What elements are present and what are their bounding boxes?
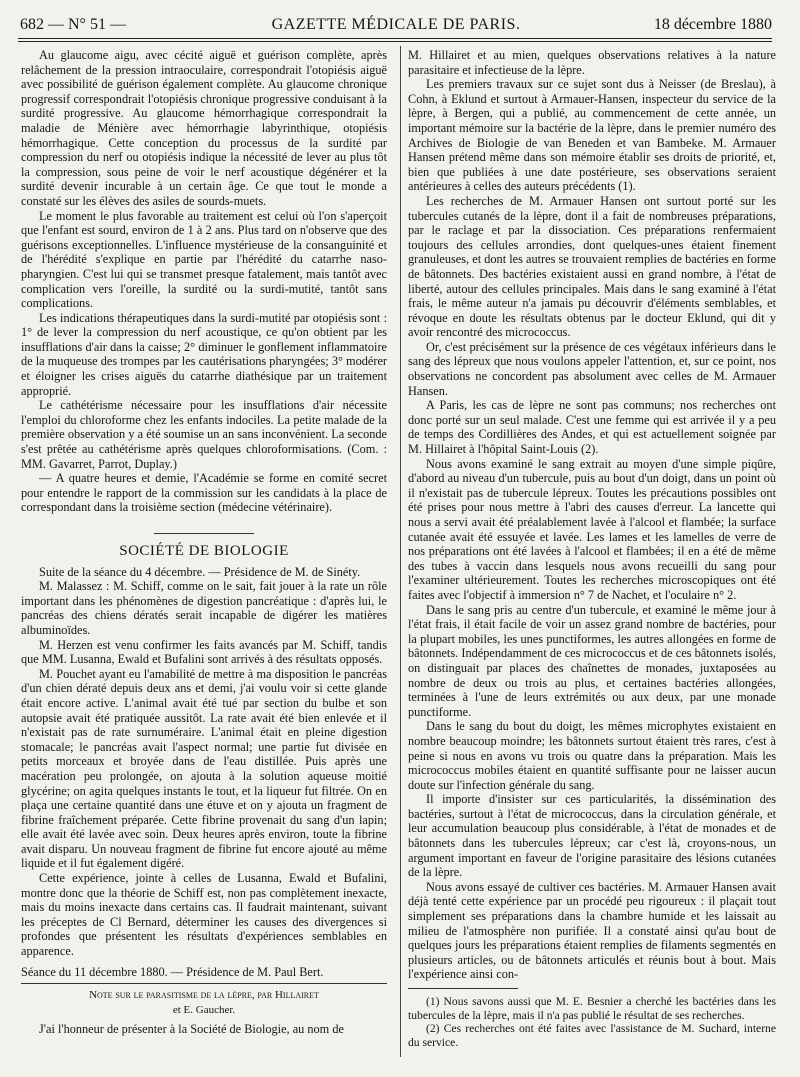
paragraph: M. Hillairet et au mien, quelques observations relatives à la nature parasitaire et infectieuse de la lèpre.	[408, 48, 776, 77]
right-column	[408, 48, 776, 1049]
page-header	[20, 16, 772, 38]
paragraph: Or, c'est précisément sur la présence de ces végétaux inférieurs dans le sang des lépreux que nous voulons appeler l'attention, et, sur ce point, nos observations ne concordent pas absolument avec celles de M. Armauer Hansen.	[408, 339, 776, 398]
paragraph: A Paris, les cas de lèpre ne sont pas communs; nos recherches ont donc porté sur un seul malade. C'est une femme qui est arrivée il y a peu de temps des Cordillières des Andes, et qui est actuellement soignée par M. Hillairet à l'hôpital Saint-Louis (2).	[408, 398, 776, 457]
paragraph: Cette expérience, jointe à celles de Lusanna, Ewald et Bufalini, montre donc que la théorie de Schiff est, non pas complètement inexacte, mais du moins inexacte dans certains cas. Il faudrait maintenant, suivant les préceptes de Cl Bernard, déterminer les causes des divergences si profondes que présentent les résultats d'expériences semblables en apparence.	[21, 871, 387, 959]
paragraph: J'ai l'honneur de présenter à la Société de Biologie, au nom de	[39, 1022, 344, 1037]
paragraph: Nous avons examiné le sang extrait au moyen d'une simple piqûre, d'abord au niveau d'un tubercule, puis au bout d'un doigt, dans un point où il n'existait pas de tubercule lépreux. Toutes les précautions possibles ont été prises pour nous mettre à l'abri des causes d'erreur. La lancette qui nous a servi avait été préalablement lavée à l'alcool et flambée; la surface cutanée avait été essuyée et lavée. Les lames et les lamelles de verre de nos préparations ont été lavées à l'alcool et flambées; il en a été de même des tubes à vaccin dans lesquels nous avons recueilli du sang pour l'examiner ultérieurement. Toutes les recherches microscopiques ont été faites avec l'objectif à immersion n° 7 de Nachet, et l'oculaire n° 2.	[408, 456, 776, 602]
journal-title: GAZETTE MÉDICALE DE PARIS.	[271, 16, 521, 33]
footnotes	[408, 995, 776, 1049]
issue-date: 18 décembre 1880	[653, 16, 772, 33]
header-rule-bottom	[18, 41, 772, 42]
paragraph: — A quatre heures et demie, l'Académie se forme en comité secret pour entendre le rapport de la commission sur les candidats à la place de correspondant dans la troisième section (médecine vétérinaire).	[21, 471, 387, 515]
footnote-rule	[408, 988, 518, 989]
header-rule-top	[18, 38, 772, 39]
footnote: (1) Nous savons aussi que M. E. Besnier a cherché les bactéries dans les tubercules de la lèpre, mais il n'a pas publié le résultat de ses recherches.	[408, 995, 776, 1022]
paragraph: Les recherches de M. Armauer Hansen ont surtout porté sur les tubercules cutanés de la lèpre, dont il a fait de nombreuses préparations, par le raclage et par la dissociation. Ces préparations renfermaient toujours des cellules arrondies, dont quelques-unes étaient finement granuleuses, et dont les autres se trouvaient remplies de bactéries en forme de bâtonnets. Des bactéries existaient aussi en grand nombre, à l'état de liberté, autour des cellules principales. Mais dans le sang examiné à l'état frais, le même auteur n'a jamais pu découvrir d'éléments semblables, et révoque en doute les résultats obtenus par le docteur Eklund, qui dit y avoir rencontré des micrococcus.	[408, 193, 776, 340]
page-number: 682	[20, 16, 44, 33]
paragraph: Les premiers travaux sur ce sujet sont dus à Neisser (de Breslau), à Cohn, à Eklund et surtout à Armauer-Hansen, inspecteur du service de la lèpre, à Bergen, qui a publié, au commencement de cette année, un important mémoire sur la bactérie de la lèpre, dans le premier numéro des Archives de Biologie de van Beneden et van Bambeke. M. Armauer Hansen prétend même dans son mémoire établir ses droits de priorité, et, bien que publiées à une date postérieure, ses observations seraient antérieures à celles des auteurs précédents (1).	[408, 77, 776, 194]
paragraph: Au glaucome aigu, avec cécité aiguë et guérison complète, après relâchement de la pression intraoculaire, correspondrait l'otopiésis aiguë avec possibilité de guérison également complète. Au glaucome chronique progressif correspondrait l'otopiésis chronique progressive conduisant à la surdité progressive. Au glaucome hémorrhagique correspondrait la maladie de Ménière avec hémorrhagie labyrinthique, otopiésis hémorrhagique. Cette conception du processus de la surdité par compression du nerf ou otopiésis indique la nécessité de lever au plus tôt la compression, sous peine de voir le nerf acoustique dégénérer et la surdité devenir incurable à un certain âge. Ce que tout le monde a constaté sur les élèves des asiles de sourds-muets.	[21, 48, 387, 208]
paragraph: Nous avons essayé de cultiver ces bactéries. M. Armauer Hansen avait déjà tenté cette expérience par un procédé peu rigoureux : il plaçait tout simplement ses préparations dans la chambre humide et les laissait au milieu de l'atmosphère non purifiée. Il a constaté ainsi qu'au bout de quelques jours les préparations étaient remplies de filaments segmentés en plusieurs articles, ou de bâtonnets articulés et réunis bout à bout. Mais l'expérience ainsi con-	[408, 879, 776, 982]
note-title-line-1: Note sur le parasitisme de la lèpre, par Hillairet	[89, 989, 319, 1002]
paragraph: M. Malassez : M. Schiff, comme on le sait, fait jouer à la rate un rôle important dans les phénomènes de digestion pancréatique : d'après lui, le pancréas des chiens dératés serait incapable de digérer les matières albuminoïdes.	[21, 579, 387, 637]
paragraph: M. Herzen est venu confirmer les faits avancés par M. Schiff, tandis que MM. Lusanna, Ewald et Bufalini sont arrivés à des résultats opposés.	[21, 637, 387, 667]
session-line-2: Séance du 11 décembre 1880. — Présidence de M. Paul Bert.	[21, 964, 324, 979]
paragraph: Dans le sang pris au centre d'un tubercule, et examiné le même jour à l'état frais, il était facile de voir un assez grand nombre de bactéries, pour la plupart mobiles, les unes punctiformes, les autres allongées en forme de bâtonnets. Indépendamment de ces micrococcus et de ces bâtonnets isolés, on distinguait par places des chaînettes de monades, juxtaposées au nombre de deux ou trois au plus, et certaines bactéries allongées, terminées à l'une de leurs extrémités ou aux deux, par une monade punctiforme.	[408, 602, 776, 719]
section-title: SOCIÉTÉ DE BIOLOGIE	[119, 543, 289, 559]
paragraph: Dans le sang du bout du doigt, les mêmes microphytes existaient en nombre beaucoup moindre; les bâtonnets surtout étaient très rares, c'est à peine si nous en avons vu trois ou quatre dans la préparation. Mais les micrococcus mobiles étaient en quantité suffisante pour ne laisser aucun doute sur l'infection générale du sang.	[408, 719, 776, 792]
paragraph: Il importe d'insister sur ces particularités, la dissémination des bactéries, surtout à l'état de micrococcus, dans la circulation générale, et leur accumulation beaucoup plus considérable, à l'état de monades et de bâtonnets dans les tubercules lépreux; car c'est là, croyons-nous, un argument important en faveur de l'origine parasitaire des lésions cutanées de la lèpre.	[408, 792, 776, 880]
issue-number: — N° 51 —	[48, 16, 126, 33]
left-column	[21, 48, 387, 1037]
session-line: Suite de la séance du 4 décembre. — Présidence de M. de Sinéty.	[39, 564, 361, 579]
paragraph: Les indications thérapeutiques dans la surdi-mutité par otopiésis sont : 1° de lever la compression du nerf acoustique, ce qu'on obtient par les insufflations d'air dans la caisse; 2° diminuer le gonflement inflammatoire de la muqueuse des trompes par les cautérisations pharyngées; 3° modérer et éloigner les crises aiguës du catarrhe diathésique par un traitement approprié.	[21, 310, 387, 398]
footnote: (2) Ces recherches ont été faites avec l'assistance de M. Suchard, interne du service.	[408, 1022, 776, 1049]
note-title-line-2: et E. Gaucher.	[172, 1003, 236, 1016]
note-rule	[21, 983, 387, 984]
column-divider	[400, 46, 401, 1057]
paragraph: Le cathétérisme nécessaire pour les insufflations d'air nécessite l'emploi du chloroforme chez les enfants indociles. La petite malade de la première observation y a été soumise un an sans inconvénient. La seconde s'est prêtée au cathétérisme après quelques chloroformisations. (Com. : MM. Gavarret, Parrot, Duplay.)	[21, 398, 387, 471]
section-separator	[154, 533, 254, 534]
paragraph: Le moment le plus favorable au traitement est celui où l'on s'aperçoit que l'enfant est sourd, environ de 1 à 2 ans. Plus tard on n'observe que des guérisons exceptionnelles. L'influence mystérieuse de la consanguinité et de l'hérédité s'explique en partie par l'hérédité du catarrhe naso-pharyngien. C'est lui qui se transmet presque fatalement, mais tantôt avec complication vers l'oreille, la surdité ou la surdi-mutité, tantôt sans complications.	[21, 208, 387, 311]
paragraph: M. Pouchet ayant eu l'amabilité de mettre à ma disposition le pancréas d'un chien dératé depuis deux ans et demi, j'ai voulu voir si cette glande était encore active. L'animal avait été tué par section du bulbe et son autopsie avait été pratiquée aussitôt. La rate avait été bien enlevée et il n'existait pas de rate surnuméraire. L'animal était en pleine digestion stomacale; le pancréas avait l'aspect normal; une partie fut divisée en petits morceaux et broyée dans de l'eau distillée. Puis après une macération peu prolongée, on ajouta à la solution aqueuse moitié glycérine; on agita quelques instants le tout, et la liqueur fut filtrée. On en plaça une certaine quantité dans une étuve et on y ajouta un fragment de fibrine fraîchement préparée. Cette fibrine provenait du sang d'un lapin; elle avait été lavée avec soin. Deux heures après environ, toute la fibrine avait disparu. Un nouveau fragment de fibrine fut encore ajouté au même liquide et il fut également digéré.	[21, 666, 387, 871]
